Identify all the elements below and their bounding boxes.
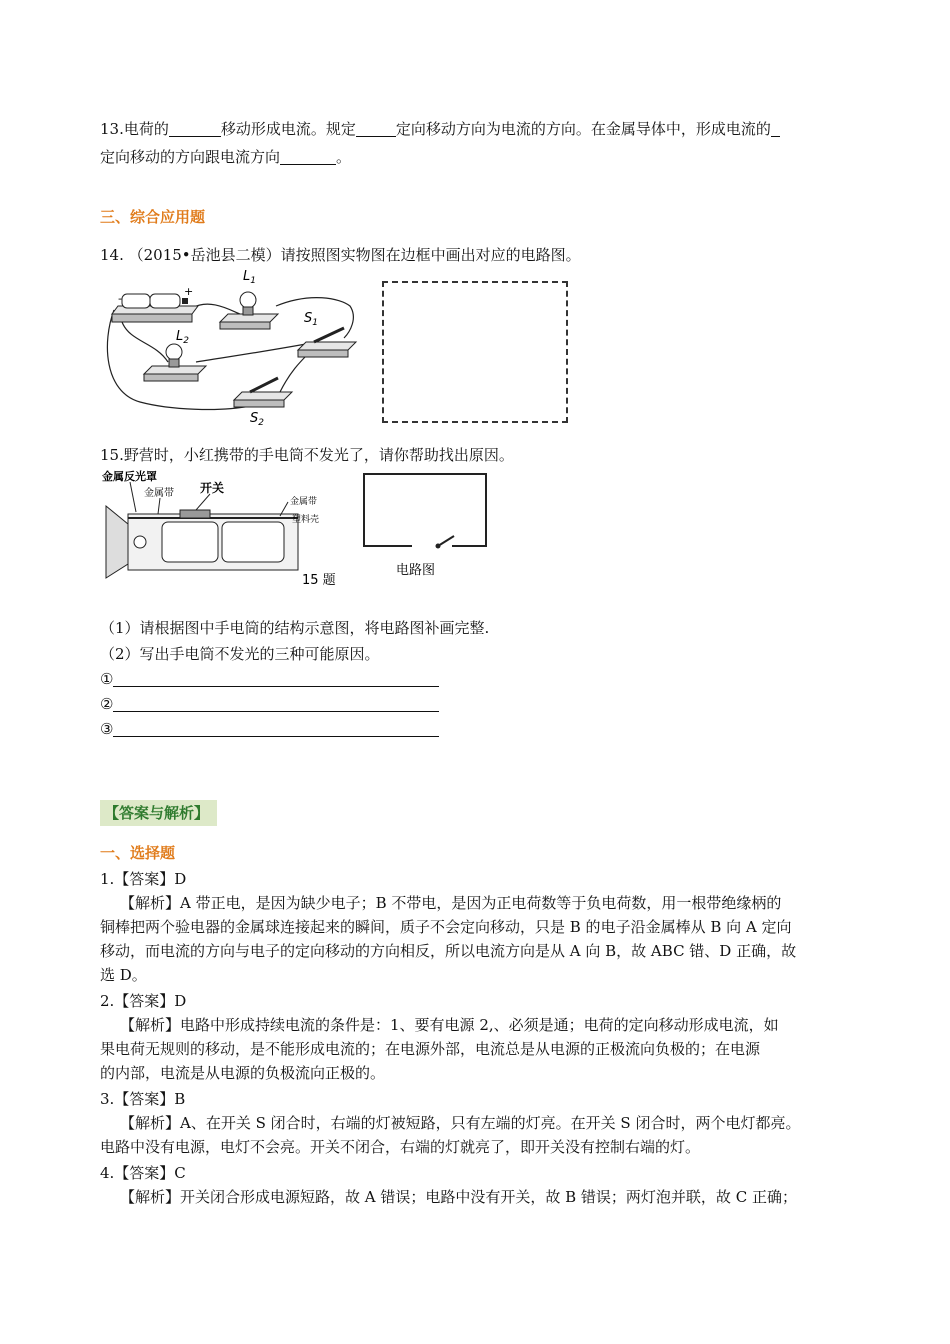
reason-line-2 (100, 693, 439, 715)
answer-1-line-4: 选 D。 (100, 966, 147, 984)
q13-line-2 (100, 146, 351, 168)
l2-label: $L_2$ (176, 329, 189, 346)
q13-text-5: 。 (336, 148, 352, 166)
answers-badge: 【答案与解析】 (100, 800, 217, 826)
answer-1-line-3: 移动，而电流的方向与电子的定向移动的方向相反，所以电流方向是从 A 向 B，故 ABC 错、D 正确，故 (100, 942, 797, 960)
answer-2-line-3: 的内部，电流是从电源的负极流向正极的。 (100, 1064, 386, 1082)
s2-label: $S_2$ (250, 411, 264, 428)
q13-blank-2[interactable] (356, 120, 396, 137)
reason-blank-2[interactable] (113, 695, 439, 712)
q13-text-2: 移动形成电流。规定 (220, 120, 356, 138)
figure-caption: 15 题 (302, 573, 336, 586)
answer-3: 3.【答案】B (100, 1090, 186, 1108)
answer-4: 4.【答案】C (100, 1164, 186, 1182)
q14-physical-circuit-figure (100, 262, 372, 432)
answer-2: 2.【答案】D (100, 992, 187, 1010)
battery-minus-label: - (118, 292, 122, 305)
q13-blank-3[interactable] (771, 120, 780, 137)
answer-4-line-1: 【解析】开关闭合形成电源短路，故 A 错误；电路中没有开关，故 B 错误；两灯泡并联，故 C 正确； (120, 1188, 797, 1206)
reason-line-3 (100, 718, 439, 740)
q15-flashlight-figure (100, 466, 492, 586)
q13-blank-4[interactable] (280, 148, 336, 165)
reason-marker-3: ③ (100, 720, 114, 738)
reflector-label: 金属反光罩 (102, 470, 157, 483)
q14-text: 14. （2015•岳池县二模）请按照图实物图在边框中画出对应的电路图。 (100, 246, 581, 264)
answer-3-line-2: 电路中没有电源，电灯不会亮。开关不闭合，右端的灯就亮了，即开关没有控制右端的灯。 (100, 1138, 701, 1156)
switch-label: 开关 (200, 481, 225, 495)
reason-marker-2: ② (100, 695, 114, 713)
reason-marker-1: ① (100, 670, 114, 688)
q13-line-1 (100, 118, 780, 140)
metal-strip-label: 金属带 (144, 488, 174, 499)
answer-1-line-1: 【解析】A 带正电，是因为缺少电子；B 不带电，是因为正电荷数等于负电荷数，用一根带绝缘柄的 (120, 894, 782, 912)
q14-answer-frame[interactable] (382, 281, 568, 423)
answer-2-line-1: 【解析】电路中形成持续电流的条件是：1、要有电源 2,、必须是通；电荷的定向移动形成电流，如 (120, 1016, 779, 1034)
q13-text-3: 定向移动方向为电流的方向。在金属导体中，形成电流的 (395, 120, 771, 138)
circuit-diagram-label: 电路图 (396, 563, 436, 578)
section-1-title: 一、选择题 (100, 844, 176, 862)
plastic-shell-label: 塑料壳 (292, 515, 320, 525)
q13-text-4: 定向移动的方向跟电流方向 (100, 148, 281, 166)
answer-1: 1.【答案】D (100, 870, 187, 888)
q15-sub-1: （1）请根据图中手电筒的结构示意图，将电路图补画完整. (100, 619, 490, 637)
answer-3-line-1: 【解析】A、在开关 S 闭合时，右端的灯被短路，只有左端的灯亮。在开关 S 闭合时，两个电灯都亮。 (120, 1114, 801, 1132)
reason-blank-1[interactable] (113, 670, 439, 687)
q13-text-1: 13.电荷的 (100, 120, 169, 138)
battery-plus-label: + (184, 285, 194, 298)
answer-1-line-2: 铜棒把两个验电器的金属球连接起来的瞬间，质子不会定向移动，只是 B 的电子沿金属棒从 B 向 A 定向 (100, 918, 792, 936)
reason-blank-3[interactable] (113, 720, 439, 737)
q15-sub-2: （2）写出手电筒不发光的三种可能原因。 (100, 645, 380, 663)
q13-blank-1[interactable] (169, 120, 221, 137)
reason-line-1 (100, 668, 439, 690)
section-3-title: 三、综合应用题 (100, 208, 206, 226)
s1-label: $S_1$ (304, 311, 318, 328)
answer-2-line-2: 果电荷无规则的移动，是不能形成电流的；在电源外部，电流总是从电源的正极流向负极的；在电源 (100, 1040, 761, 1058)
q15-text: 15.野营时，小红携带的手电筒不发光了，请你帮助找出原因。 (100, 446, 514, 464)
l1-label: $L_1$ (243, 269, 256, 286)
metal-strip-right-label: 金属带 (290, 497, 318, 507)
